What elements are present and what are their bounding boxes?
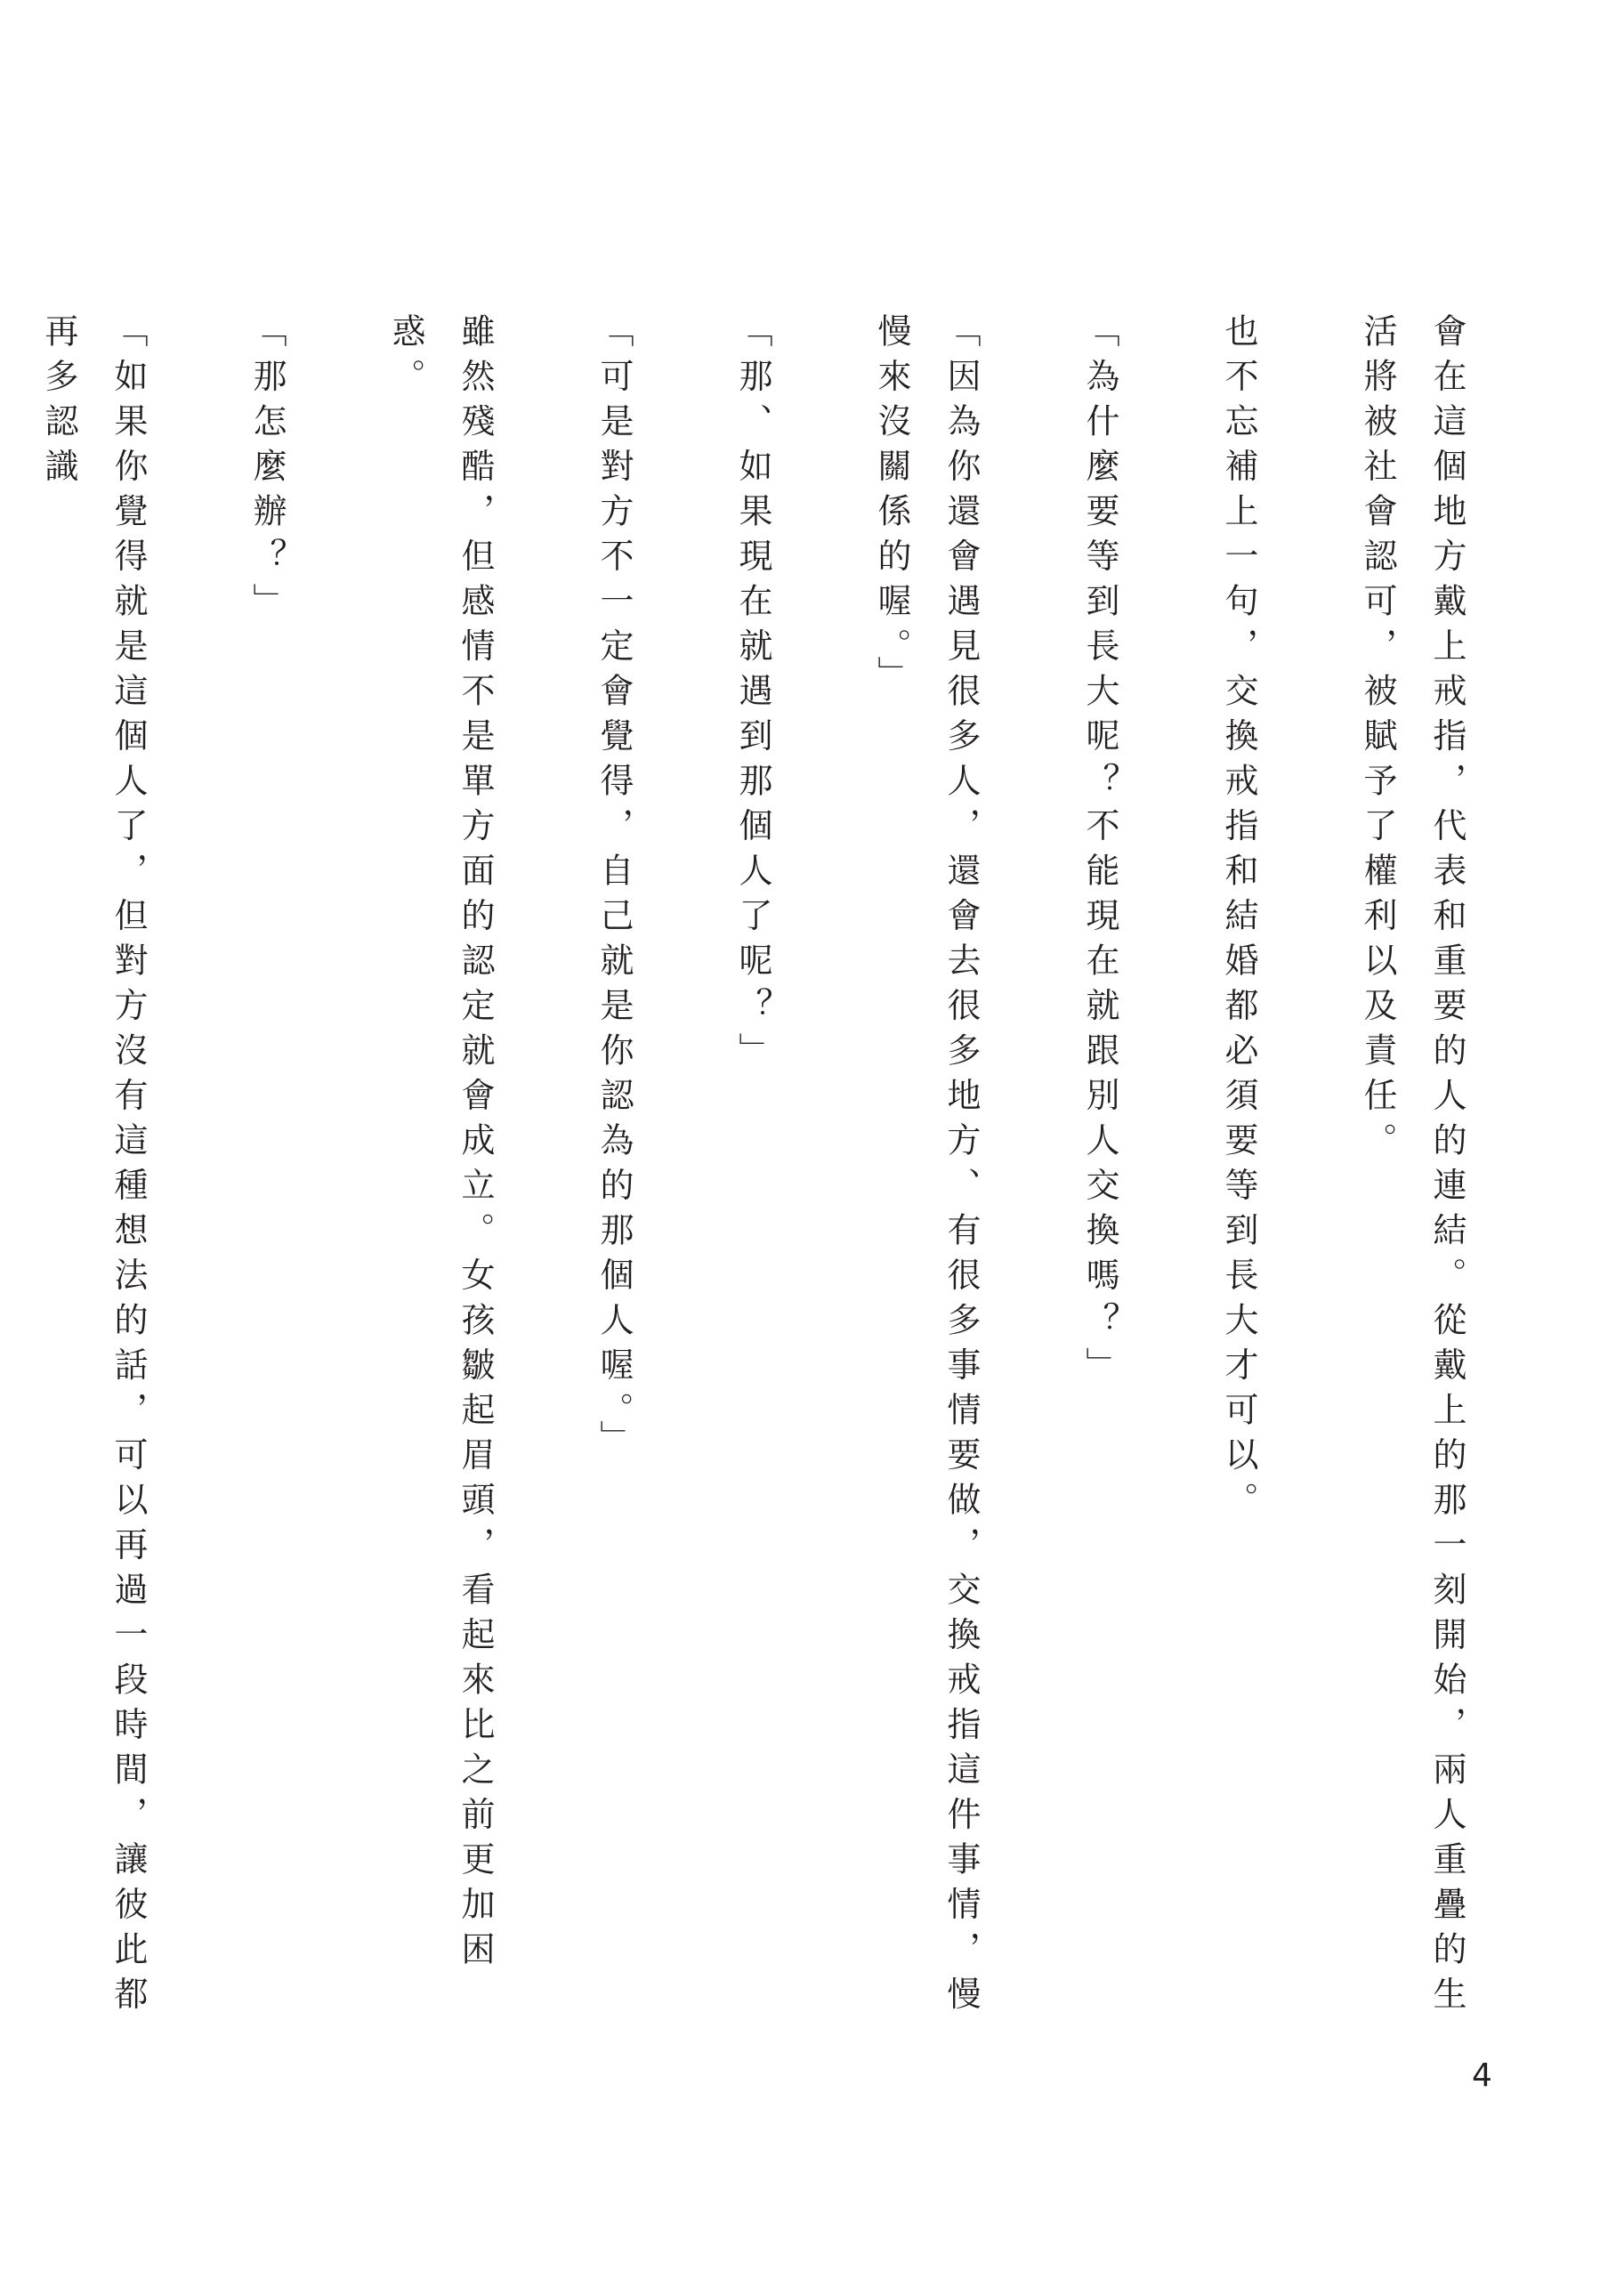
paragraph-6: 「可是對方不一定會覺得，自己就是你認為的那個人喔。」 [594, 313, 634, 1465]
vertical-text-body [39, 313, 1482, 2022]
paragraph-2: 也不忘補上一句，交換戒指和結婚都必須要等到長大才可以。 [1219, 313, 1258, 1527]
paragraph-9: 「如果你覺得就是這個人了，但對方沒有這種想法的話，可以再過一段時間，讓彼此都再多認識 [39, 313, 148, 2021]
paragraph-4: 「因為你還會遇見很多人，還會去很多地方、有很多事情要做，交換戒指這件事情，慢慢來沒關係的喔。」 [872, 313, 981, 2021]
paragraph-3: 「為什麼要等到長大呢？不能現在就跟別人交換嗎？」 [1080, 313, 1119, 1392]
paragraph-1: 會在這個地方戴上戒指，代表和重要的人的連結。從戴上的那一刻開始，兩人重疊的生活將被社會認可，被賦予了權利以及責任。 [1358, 313, 1466, 2021]
paragraph-8: 「那怎麼辦？」 [247, 313, 287, 628]
page-number: 4 [1472, 2057, 1492, 2094]
paragraph-7: 雖然殘酷，但感情不是單方面的認定就會成立。女孩皺起眉頭，看起來比之前更加困惑。 [386, 313, 495, 1976]
paragraph-5: 「那、如果現在就遇到那個人了呢？」 [733, 313, 772, 1078]
